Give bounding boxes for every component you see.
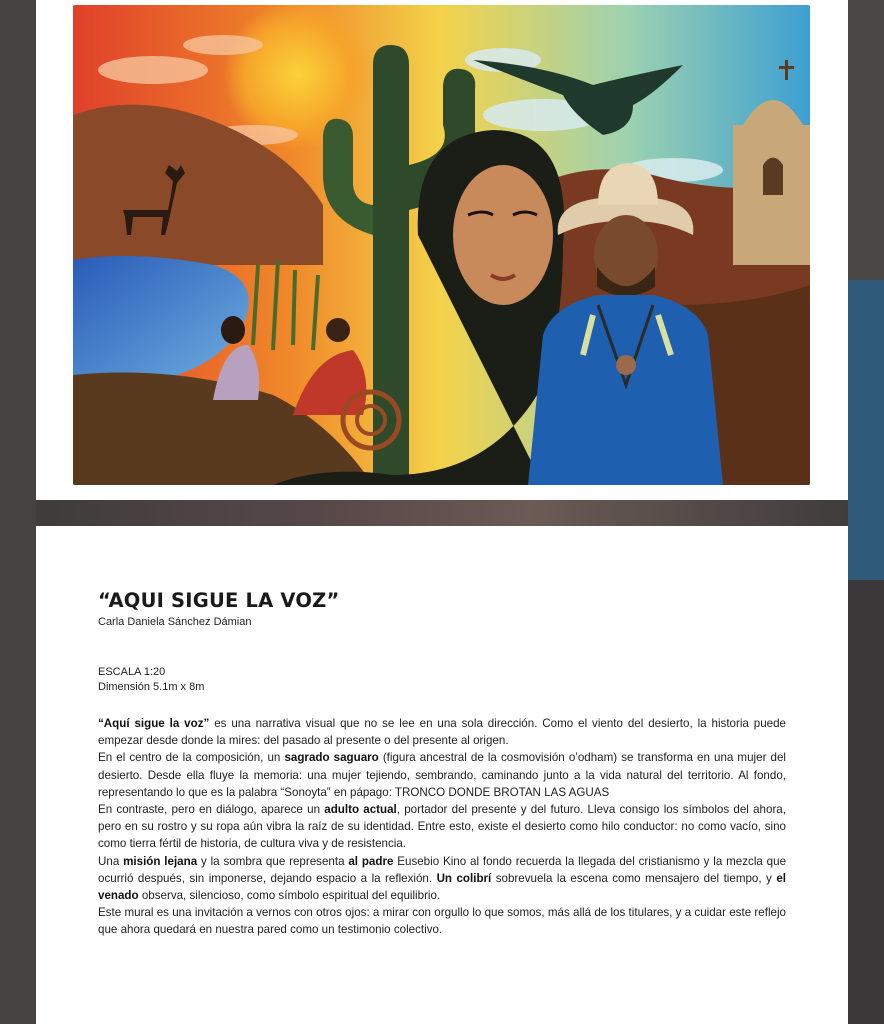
dimension-label: Dimensión 5.1m x 8m [98, 681, 205, 693]
background-strip [0, 500, 884, 526]
bold-term: adulto actual [324, 803, 397, 817]
background-left-edge [0, 0, 36, 1024]
description-body [98, 715, 786, 939]
document-page [36, 526, 848, 1024]
bold-term: misión lejana [123, 854, 198, 868]
scale-label: ESCALA 1:20 [98, 666, 166, 678]
paragraph-3: En contraste, pero en diálogo, aparece un adulto actual, portador del presente y del futuro. Lleva consigo los símbolos del ahora, pero en su rostro y su ropa aún vibra la raíz de su identidad. Entre esto, existe el desierto como hilo conductor: no como vacío, sino como tierra fértil de historia, de cultura viva y de resistencia. [98, 803, 786, 851]
bold-term: el venado [98, 871, 786, 903]
author-name: Carla Daniela Sánchez Dámian [98, 616, 252, 628]
paragraph-1: “Aquí sigue la voz” es una narrativa visual que no se lee en una sola dirección. Como el viento del desierto, la historia puede empezar desde donde la mires: del pasado al presente o del presente al origen. [98, 717, 786, 748]
paragraph-5: Este mural es una invitación a vernos con otros ojos: a mirar con orgullo lo que somos, más allá de los titulares, y a cuidar este reflejo que ahora quedará en nuestra pared como un testimonio colectivo. [98, 906, 786, 937]
bold-term: al padre [348, 854, 394, 868]
paragraph-2: En el centro de la composición, un sagrado saguaro (figura ancestral de la cosmovisión o’odham) se transforma en una mujer del desierto. Desde ella fluye la memoria: una mujer tejiendo, sembrando, caminando junto a la vida natural del territorio. Al fondo, representando lo que es la palabra “Sonoyta” en pápago: TRONCO DONDE BROTAN LAS AGUAS [98, 751, 786, 799]
mural-card [36, 0, 848, 500]
bold-term: Un colibrí [436, 871, 492, 885]
bold-term: “Aquí sigue la voz” [98, 717, 210, 730]
background-right-edge [848, 280, 884, 580]
bold-term: sagrado saguaro [284, 751, 379, 765]
specs [98, 665, 204, 695]
woman-face [453, 165, 553, 305]
document-title: “AQUI SIGUE LA VOZ” [98, 589, 340, 612]
mural-image [73, 5, 810, 485]
paragraph-4: Una misión lejana y la sombra que representa al padre Eusebio Kino al fondo recuerda la llegada del cristianismo y la mezcla que ocurrió después, sin imponerse, dejando espacio a la reflexión. Un colibrí sobrevuela la escena como mensajero del tiempo, y el venado observa, silencioso, como símbolo espiritual del equilibrio. [98, 854, 787, 903]
